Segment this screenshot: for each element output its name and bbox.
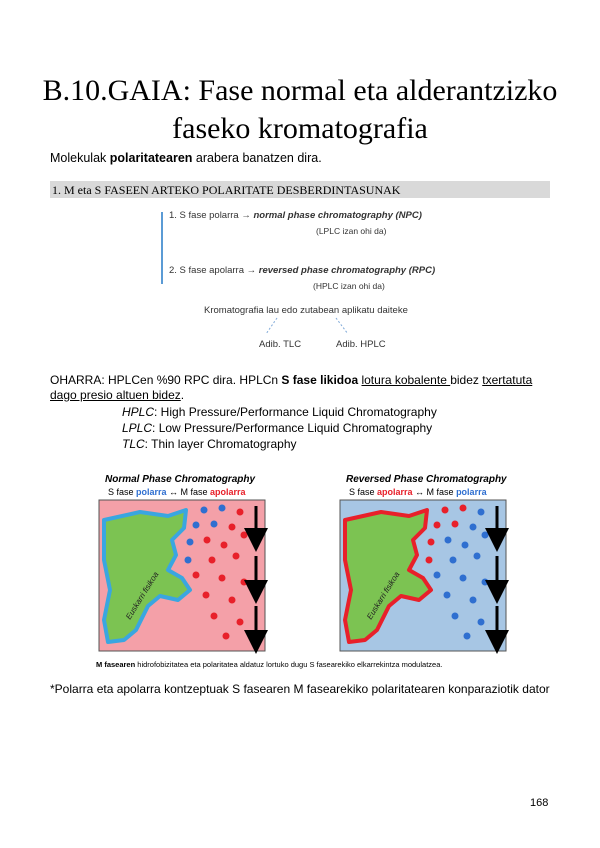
scheme-item-1-bold: normal phase chromatography (NPC) xyxy=(253,210,422,221)
npc-panel xyxy=(99,500,265,651)
rpc-subtitle: S fase apolarra ↔ M fase polarra xyxy=(349,487,487,497)
molecule xyxy=(470,597,477,604)
figure-caption: M fasearen hidrofobizitatea eta polaritatea aldatuz lortuko dugu S fasearekiko elkarrekintza modulatzea. xyxy=(96,660,443,669)
molecule xyxy=(229,524,236,531)
molecule xyxy=(209,557,216,564)
molecule xyxy=(452,613,459,620)
note-label: OHARRA: HPLCen %90 RPC dira. HPLCn xyxy=(50,373,282,387)
npc-subtitle: S fase polarra ↔ M fase apolarra xyxy=(108,487,246,497)
intro-bold: polaritatearen xyxy=(109,151,193,165)
definition-text: : High Pressure/Performance Liquid Chromatography xyxy=(154,405,437,419)
molecule xyxy=(211,613,218,620)
molecule xyxy=(478,509,485,516)
molecule xyxy=(203,592,210,599)
scheme-item-2-text: 2. S fase apolarra → xyxy=(169,265,259,276)
molecule xyxy=(464,633,471,640)
definition-abbr: TLC xyxy=(122,437,145,451)
intro-text-end: arabera banatzen dira. xyxy=(192,151,322,165)
molecule xyxy=(482,579,489,586)
molecule xyxy=(452,521,459,528)
example-hplc: Adib. HPLC xyxy=(336,339,386,350)
rpc-support-label: Euskarri fisikoa xyxy=(365,570,402,622)
definition-abbr: LPLC xyxy=(122,421,153,435)
scheme-apply-text: Kromatografia lau edo zutabean aplikatu daiteke xyxy=(204,305,408,316)
molecule xyxy=(478,619,485,626)
scheme-item-1-note: (LPLC izan ohi da) xyxy=(316,226,387,236)
rpc-title: Reversed Phase Chromatography xyxy=(346,474,507,485)
molecule xyxy=(237,509,244,516)
molecule xyxy=(201,507,208,514)
molecule xyxy=(460,575,467,582)
rpc-panel xyxy=(340,500,506,651)
example-tlc: Adib. TLC xyxy=(259,339,302,350)
molecule xyxy=(428,539,435,546)
molecule xyxy=(482,532,489,539)
molecule xyxy=(442,507,449,514)
molecule xyxy=(187,539,194,546)
molecule xyxy=(219,575,226,582)
definition-abbr: HPLC xyxy=(122,405,155,419)
definition-text: : Low Pressure/Performance Liquid Chromatography xyxy=(152,421,433,435)
molecule xyxy=(211,521,218,528)
molecule xyxy=(241,579,248,586)
molecule xyxy=(434,522,441,529)
page-number: 168 xyxy=(530,797,549,809)
note-end: . xyxy=(180,388,185,402)
molecule xyxy=(193,572,200,579)
molecule xyxy=(426,557,433,564)
molecule xyxy=(474,553,481,560)
molecule xyxy=(462,542,469,549)
molecule xyxy=(460,505,467,512)
molecule xyxy=(237,619,244,626)
note-bold: S fase likidoa xyxy=(281,373,359,387)
molecule xyxy=(233,553,240,560)
scheme-item-2-note: (HPLC izan ohi da) xyxy=(313,281,385,291)
molecule xyxy=(470,524,477,531)
molecule xyxy=(221,542,228,549)
npc-title: Normal Phase Chromatography xyxy=(105,474,256,485)
molecule xyxy=(204,537,211,544)
scheme-item-2-bold: reversed phase chromatography (RPC) xyxy=(258,265,436,276)
molecule xyxy=(444,592,451,599)
molecule xyxy=(229,597,236,604)
molecule xyxy=(434,572,441,579)
molecule xyxy=(450,557,457,564)
molecule xyxy=(445,537,452,544)
note-mid: bidez xyxy=(450,373,483,387)
molecule xyxy=(219,505,226,512)
section-heading: 1. M eta S FASEEN ARTEKO POLARITATE DESBERDINTASUNAK xyxy=(52,183,401,197)
molecule xyxy=(185,557,192,564)
molecule xyxy=(241,532,248,539)
intro-text: Molekulak xyxy=(50,151,110,165)
title-line-1: B.10.GAIA: Fase normal eta alderantzizko xyxy=(42,74,558,107)
note-underline-2: txertatuta dago presio altuen bidez xyxy=(50,373,533,402)
footnote: *Polarra eta apolarra kontzeptuak S fasearen M fasearekiko polaritatearen konparaziotik dator xyxy=(50,682,550,696)
definition-text: : Thin layer Chromatography xyxy=(144,437,297,451)
molecule xyxy=(193,522,200,529)
npc-support-label: Euskarri fisikoa xyxy=(124,570,161,622)
note-underline-1: lotura kobalente xyxy=(361,373,451,387)
title-line-2: faseko kromatografia xyxy=(172,112,428,145)
scheme-item-1-text: 1. S fase polarra → xyxy=(169,210,254,221)
molecule xyxy=(223,633,230,640)
